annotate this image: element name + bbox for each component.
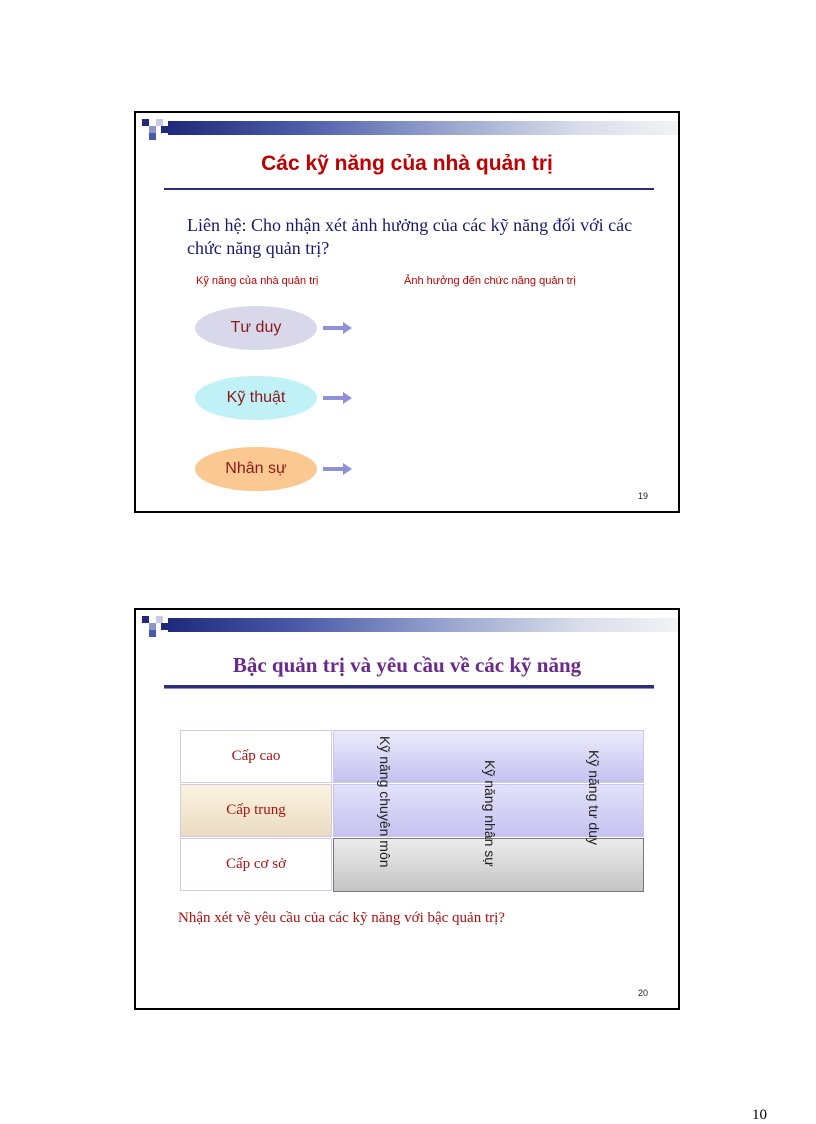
title-underline bbox=[164, 685, 654, 689]
column-heading-effect: Ảnh hưởng đến chức năng quản trị bbox=[404, 275, 576, 287]
skill-label: Nhân sự bbox=[225, 460, 287, 477]
skills-level-table bbox=[180, 730, 644, 892]
skill-heading-chuyen-mon: Kỹ năng chuyên môn bbox=[377, 736, 393, 868]
arrow-right-icon bbox=[323, 391, 353, 405]
skill-label: Kỹ thuật bbox=[226, 389, 286, 406]
skill-oval-ky-thuat bbox=[195, 376, 317, 420]
arrow-right-icon bbox=[323, 321, 353, 335]
skill-heading-nhan-su: Kỹ năng nhân sự bbox=[482, 760, 498, 867]
page-number: 10 bbox=[752, 1107, 767, 1123]
header-decoration bbox=[136, 610, 680, 640]
discussion-question: Nhận xét về yêu cầu của các kỹ năng với bậc quản trị? bbox=[178, 910, 505, 926]
level-cell-cap-co-so bbox=[180, 838, 332, 891]
skill-oval-nhan-su bbox=[195, 447, 317, 491]
skill-oval-tu-duy bbox=[195, 306, 317, 350]
title-underline bbox=[164, 188, 654, 190]
level-label: Cấp cơ sở bbox=[225, 856, 287, 872]
slide-20 bbox=[134, 608, 680, 1010]
level-cell-cap-cao bbox=[180, 730, 332, 783]
level-label: Cấp trung bbox=[226, 802, 286, 818]
slide-title: Bậc quản trị và yêu cầu về các kỹ năng bbox=[232, 653, 582, 677]
arrow-right-icon bbox=[323, 462, 353, 476]
skill-label: Tư duy bbox=[230, 319, 282, 336]
slide-19 bbox=[134, 111, 680, 513]
column-heading-skills: Kỹ năng của nhà quản trị bbox=[196, 275, 319, 287]
slide-number: 20 bbox=[637, 988, 648, 998]
header-decoration bbox=[136, 113, 680, 143]
skill-heading-tu-duy: Kỹ năng tư duy bbox=[586, 750, 602, 845]
question-text: Liên hệ: Cho nhận xét ảnh hưởng của các kỹ năng đối với các chức năng quản trị? bbox=[187, 215, 633, 258]
level-label: Cấp cao bbox=[231, 748, 281, 764]
slide-title: Các kỹ năng của nhà quản trị bbox=[261, 152, 553, 175]
level-cell-cap-trung bbox=[180, 784, 332, 837]
slide-number: 19 bbox=[637, 491, 648, 501]
